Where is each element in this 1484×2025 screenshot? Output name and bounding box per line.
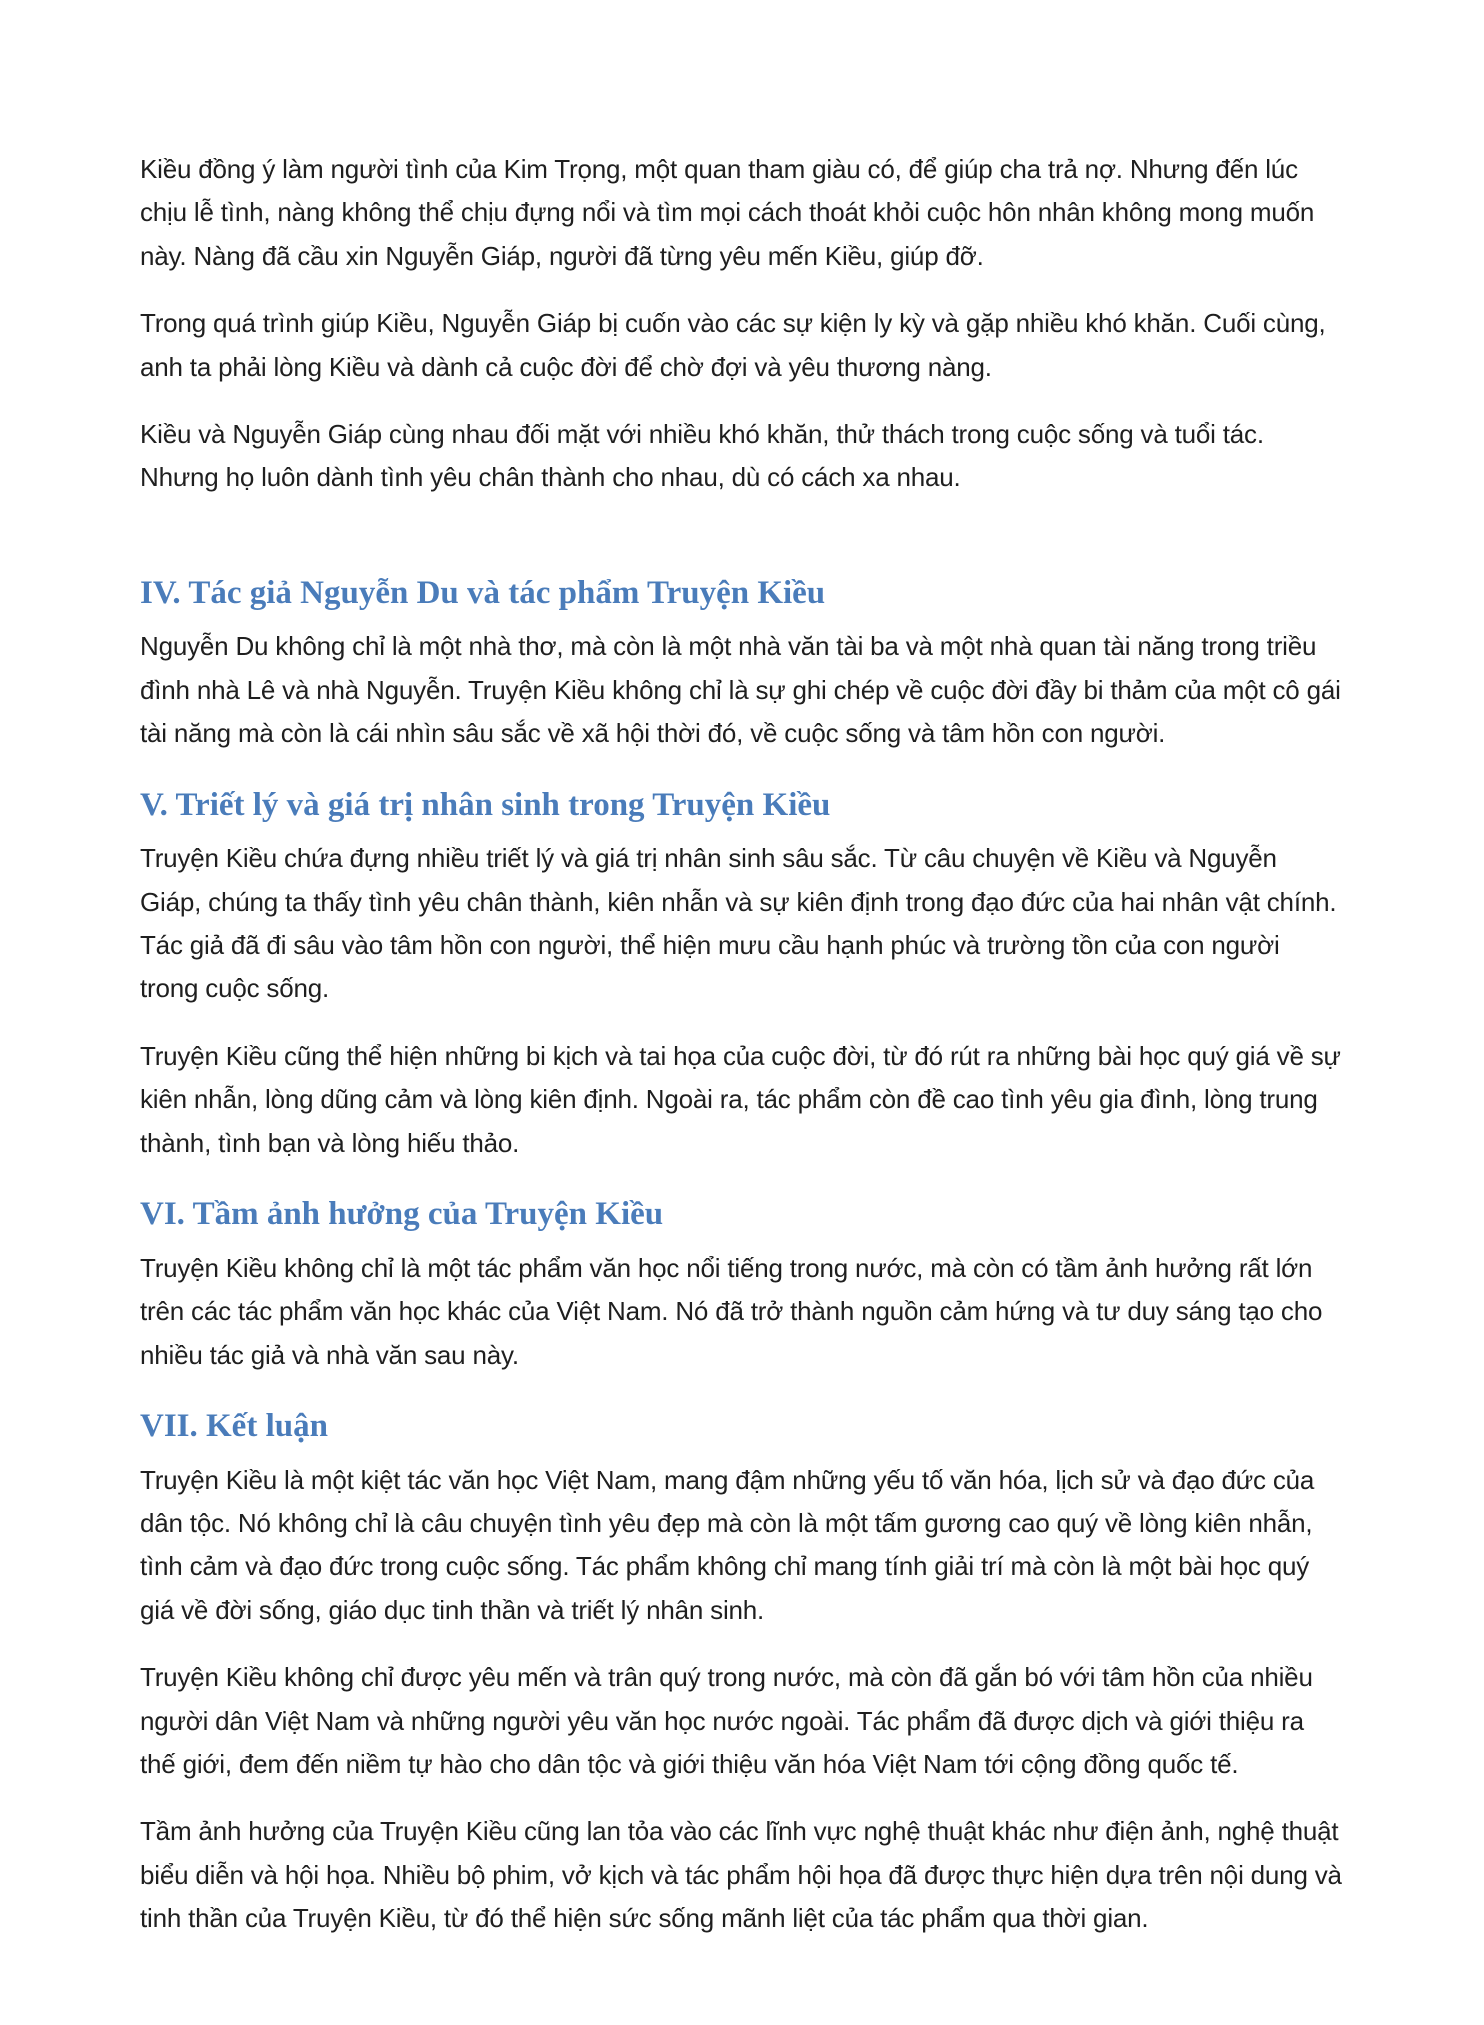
section-heading-vii: VII. Kết luận bbox=[140, 1407, 328, 1444]
section-v-paragraph-2: Truyện Kiều cũng thể hiện những bi kịch và tai họa của cuộc đời, từ đó rút ra những bài học quý giá về sự kiên nhẫn, lòng dũng cảm và lòng kiên định. Ngoài ra, tác phẩm còn đề cao tình yêu gia đình, lòng trung thành, tình bạn và lòng hiếu thảo. bbox=[140, 1040, 1341, 1158]
section-heading-v: V. Triết lý và giá trị nhân sinh trong Truyện Kiều bbox=[140, 786, 831, 823]
section-vi-paragraph-1: Truyện Kiều không chỉ là một tác phẩm văn học nổi tiếng trong nước, mà còn có tầm ảnh hưởng rất lớn trên các tác phẩm văn học khác của Việt Nam. Nó đã trở thành nguồn cảm hứng và tư duy sáng tạo cho nhiều tác giả và nhà văn sau này. bbox=[140, 1252, 1323, 1370]
section-vii-paragraph-1: Truyện Kiều là một kiệt tác văn học Việt Nam, mang đậm những yếu tố văn hóa, lịch sử và đạo đức của dân tộc. Nó không chỉ là câu chuyện tình yêu đẹp mà còn là một tấm gương cao quý về lòng kiên nhẫn, tình cảm và đạo đức trong cuộc sống. Tác phẩm không chỉ mang tính giải trí mà còn là một bài học quý giá về đời sống, giáo dục tinh thần và triết lý nhân sinh. bbox=[140, 1464, 1315, 1625]
section-vii-paragraph-3: Tầm ảnh hưởng của Truyện Kiều cũng lan tỏa vào các lĩnh vực nghệ thuật khác như điện ảnh, nghệ thuật biểu diễn và hội họa. Nhiều bộ phim, vở kịch và tác phẩm hội họa đã được thực hiện dựa trên nội dung và tinh thần của Truyện Kiều, từ đó thể hiện sức sống mãnh liệt của tác phẩm qua thời gian. bbox=[140, 1816, 1342, 1934]
section-iv-paragraph-1: Nguyễn Du không chỉ là một nhà thơ, mà còn là một nhà văn tài ba và một nhà quan tài năng trong triều đình nhà Lê và nhà Nguyễn. Truyện Kiều không chỉ là sự ghi chép về cuộc đời đầy bi thảm của một cô gái tài năng mà còn là cái nhìn sâu sắc về xã hội thời đó, về cuộc sống và tâm hồn con người. bbox=[140, 631, 1341, 749]
intro-paragraph-2: Trong quá trình giúp Kiều, Nguyễn Giáp bị cuốn vào các sự kiện ly kỳ và gặp nhiều khó khăn. Cuối cùng, anh ta phải lòng Kiều và dành cả cuộc đời để chờ đợi và yêu thương nàng. bbox=[140, 308, 1326, 382]
section-heading-iv: IV. Tác giả Nguyễn Du và tác phẩm Truyện Kiều bbox=[140, 574, 826, 611]
intro-paragraph-3: Kiều và Nguyễn Giáp cùng nhau đối mặt với nhiều khó khăn, thử thách trong cuộc sống và tuổi tác. Nhưng họ luôn dành tình yêu chân thành cho nhau, dù có cách xa nhau. bbox=[140, 419, 1264, 493]
section-heading-vi: VI. Tầm ảnh hưởng của Truyện Kiều bbox=[140, 1196, 664, 1233]
section-vii-paragraph-2: Truyện Kiều không chỉ được yêu mến và trân quý trong nước, mà còn đã gắn bó với tâm hồn của nhiều người dân Việt Nam và những người yêu văn học nước ngoài. Tác phẩm đã được dịch và giới thiệu ra thế giới, đem đến niềm tự hào cho dân tộc và giới thiệu văn hóa Việt Nam tới cộng đồng quốc tế. bbox=[140, 1662, 1313, 1779]
intro-paragraph-1: Kiều đồng ý làm người tình của Kim Trọng, một quan tham giàu có, để giúp cha trả nợ. Nhưng đến lúc chịu lễ tình, nàng không thể chịu đựng nổi và tìm mọi cách thoát khỏi cuộc hôn nhân không mong muốn này. Nàng đã cầu xin Nguyễn Giáp, người đã từng yêu mến Kiều, giúp đỡ. bbox=[140, 154, 1315, 271]
section-v-paragraph-1: Truyện Kiều chứa đựng nhiều triết lý và giá trị nhân sinh sâu sắc. Từ câu chuyện về Kiều và Nguyễn Giáp, chúng ta thấy tình yêu chân thành, kiên nhẫn và sự kiên định trong đạo đức của hai nhân vật chính. Tác giả đã đi sâu vào tâm hồn con người, thể hiện mưu cầu hạnh phúc và trường tồn của con người trong cuộc sống. bbox=[140, 843, 1337, 1004]
